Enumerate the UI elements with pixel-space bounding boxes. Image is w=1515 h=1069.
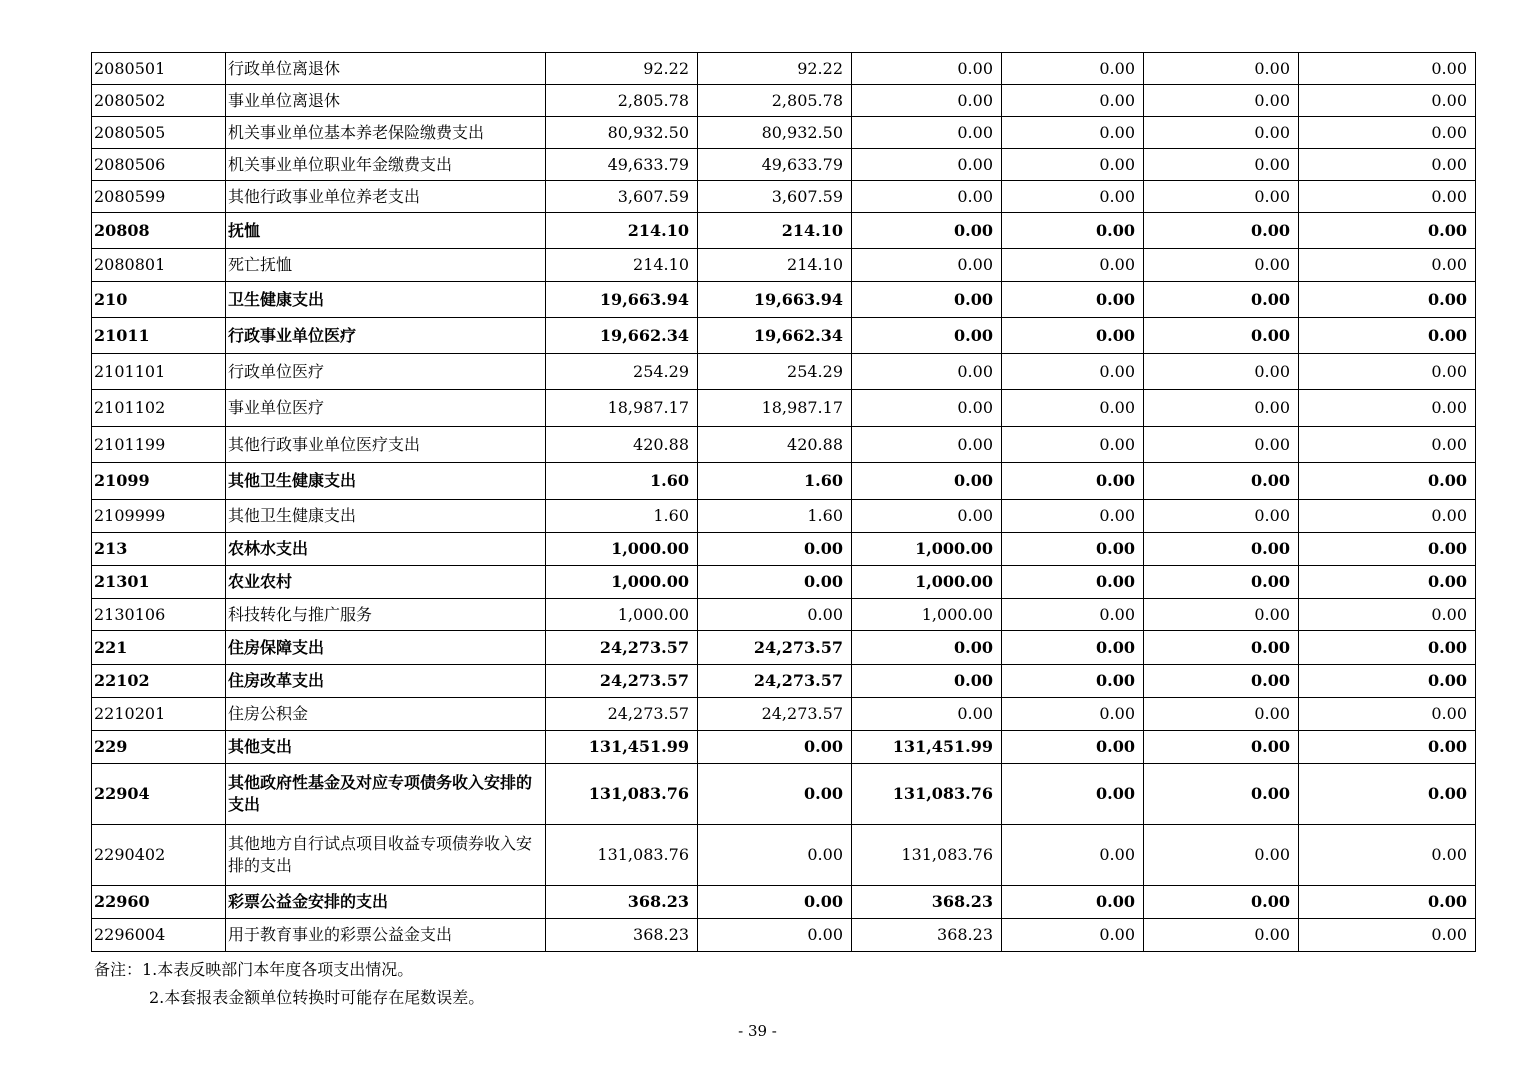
table-row — [92, 886, 1476, 919]
cell-basic: 214.10 — [698, 249, 852, 282]
cell-basic: 0.00 — [698, 533, 852, 566]
cell-col5: 0.00 — [1144, 282, 1299, 318]
cell-name: 其他政府性基金及对应专项债务收入安排的支出 — [226, 764, 546, 825]
cell-col6: 0.00 — [1299, 533, 1476, 566]
cell-code: 2080801 — [92, 249, 226, 282]
cell-col5: 0.00 — [1144, 698, 1299, 731]
cell-col4: 0.00 — [1002, 665, 1144, 698]
table-row — [92, 213, 1476, 249]
cell-total: 49,633.79 — [546, 149, 698, 181]
cell-col4: 0.00 — [1002, 631, 1144, 665]
cell-project: 0.00 — [852, 318, 1002, 354]
cell-col6: 0.00 — [1299, 282, 1476, 318]
cell-col5: 0.00 — [1144, 731, 1299, 764]
cell-basic: 49,633.79 — [698, 149, 852, 181]
cell-col6: 0.00 — [1299, 566, 1476, 599]
cell-col6: 0.00 — [1299, 427, 1476, 463]
cell-col6: 0.00 — [1299, 149, 1476, 181]
cell-col4: 0.00 — [1002, 886, 1144, 919]
cell-total: 420.88 — [546, 427, 698, 463]
cell-name: 其他支出 — [226, 731, 546, 764]
cell-col5: 0.00 — [1144, 354, 1299, 390]
cell-col6: 0.00 — [1299, 886, 1476, 919]
cell-project: 0.00 — [852, 282, 1002, 318]
cell-project: 0.00 — [852, 85, 1002, 117]
cell-col4: 0.00 — [1002, 500, 1144, 533]
cell-col5: 0.00 — [1144, 149, 1299, 181]
cell-col6: 0.00 — [1299, 764, 1476, 825]
cell-total: 3,607.59 — [546, 181, 698, 213]
notes — [94, 956, 484, 1012]
cell-total: 131,451.99 — [546, 731, 698, 764]
table-row — [92, 117, 1476, 149]
cell-basic: 1.60 — [698, 463, 852, 500]
cell-col6: 0.00 — [1299, 825, 1476, 886]
table-row — [92, 825, 1476, 886]
cell-name: 抚恤 — [226, 213, 546, 249]
table-row — [92, 390, 1476, 427]
table-row — [92, 282, 1476, 318]
cell-col5: 0.00 — [1144, 390, 1299, 427]
table-row — [92, 631, 1476, 665]
cell-name: 农业农村 — [226, 566, 546, 599]
cell-code: 2080506 — [92, 149, 226, 181]
cell-col5: 0.00 — [1144, 249, 1299, 282]
table-row — [92, 427, 1476, 463]
cell-code: 210 — [92, 282, 226, 318]
cell-col4: 0.00 — [1002, 318, 1144, 354]
cell-name: 事业单位医疗 — [226, 390, 546, 427]
cell-col6: 0.00 — [1299, 249, 1476, 282]
cell-col5: 0.00 — [1144, 500, 1299, 533]
cell-project: 0.00 — [852, 117, 1002, 149]
cell-total: 1,000.00 — [546, 566, 698, 599]
cell-total: 368.23 — [546, 919, 698, 952]
cell-col5: 0.00 — [1144, 53, 1299, 85]
cell-col4: 0.00 — [1002, 85, 1144, 117]
table-row — [92, 566, 1476, 599]
cell-code: 229 — [92, 731, 226, 764]
cell-col4: 0.00 — [1002, 354, 1144, 390]
cell-code: 2101199 — [92, 427, 226, 463]
cell-basic: 24,273.57 — [698, 698, 852, 731]
cell-project: 0.00 — [852, 500, 1002, 533]
cell-code: 2109999 — [92, 500, 226, 533]
cell-col4: 0.00 — [1002, 533, 1144, 566]
cell-col4: 0.00 — [1002, 825, 1144, 886]
cell-code: 2101101 — [92, 354, 226, 390]
cell-code: 2101102 — [92, 390, 226, 427]
cell-total: 24,273.57 — [546, 698, 698, 731]
cell-name: 机关事业单位职业年金缴费支出 — [226, 149, 546, 181]
cell-name: 住房改革支出 — [226, 665, 546, 698]
cell-col5: 0.00 — [1144, 181, 1299, 213]
cell-col6: 0.00 — [1299, 53, 1476, 85]
cell-col4: 0.00 — [1002, 764, 1144, 825]
cell-basic: 19,663.94 — [698, 282, 852, 318]
cell-code: 2210201 — [92, 698, 226, 731]
cell-code: 2296004 — [92, 919, 226, 952]
cell-basic: 19,662.34 — [698, 318, 852, 354]
cell-col5: 0.00 — [1144, 463, 1299, 500]
cell-project: 0.00 — [852, 665, 1002, 698]
cell-project: 368.23 — [852, 886, 1002, 919]
cell-code: 22102 — [92, 665, 226, 698]
cell-col5: 0.00 — [1144, 566, 1299, 599]
cell-project: 0.00 — [852, 53, 1002, 85]
cell-col4: 0.00 — [1002, 390, 1144, 427]
table-row — [92, 698, 1476, 731]
cell-total: 1.60 — [546, 463, 698, 500]
cell-code: 22960 — [92, 886, 226, 919]
cell-total: 368.23 — [546, 886, 698, 919]
cell-col4: 0.00 — [1002, 427, 1144, 463]
cell-col6: 0.00 — [1299, 698, 1476, 731]
table-row — [92, 919, 1476, 952]
cell-total: 92.22 — [546, 53, 698, 85]
cell-name: 事业单位离退休 — [226, 85, 546, 117]
cell-total: 19,663.94 — [546, 282, 698, 318]
cell-col5: 0.00 — [1144, 919, 1299, 952]
table-row — [92, 463, 1476, 500]
cell-col4: 0.00 — [1002, 149, 1144, 181]
cell-total: 24,273.57 — [546, 631, 698, 665]
cell-basic: 0.00 — [698, 825, 852, 886]
cell-col4: 0.00 — [1002, 566, 1144, 599]
table-row — [92, 533, 1476, 566]
cell-code: 2080599 — [92, 181, 226, 213]
cell-basic: 80,932.50 — [698, 117, 852, 149]
cell-total: 1,000.00 — [546, 599, 698, 631]
cell-basic: 254.29 — [698, 354, 852, 390]
cell-col5: 0.00 — [1144, 631, 1299, 665]
cell-col5: 0.00 — [1144, 427, 1299, 463]
cell-basic: 24,273.57 — [698, 665, 852, 698]
cell-col4: 0.00 — [1002, 181, 1144, 213]
cell-total: 214.10 — [546, 213, 698, 249]
cell-col4: 0.00 — [1002, 282, 1144, 318]
cell-col6: 0.00 — [1299, 500, 1476, 533]
cell-col5: 0.00 — [1144, 533, 1299, 566]
cell-basic: 24,273.57 — [698, 631, 852, 665]
cell-name: 死亡抚恤 — [226, 249, 546, 282]
cell-total: 131,083.76 — [546, 764, 698, 825]
cell-project: 0.00 — [852, 149, 1002, 181]
cell-col6: 0.00 — [1299, 463, 1476, 500]
cell-col6: 0.00 — [1299, 599, 1476, 631]
cell-col6: 0.00 — [1299, 213, 1476, 249]
cell-total: 214.10 — [546, 249, 698, 282]
cell-col6: 0.00 — [1299, 665, 1476, 698]
table-row — [92, 764, 1476, 825]
cell-project: 131,083.76 — [852, 764, 1002, 825]
table-row — [92, 500, 1476, 533]
cell-code: 2080501 — [92, 53, 226, 85]
cell-total: 131,083.76 — [546, 825, 698, 886]
cell-name: 机关事业单位基本养老保险缴费支出 — [226, 117, 546, 149]
cell-col5: 0.00 — [1144, 886, 1299, 919]
table-body — [92, 53, 1476, 952]
cell-col6: 0.00 — [1299, 631, 1476, 665]
table-row — [92, 599, 1476, 631]
cell-basic: 1.60 — [698, 500, 852, 533]
cell-project: 0.00 — [852, 213, 1002, 249]
table-row — [92, 665, 1476, 698]
cell-col4: 0.00 — [1002, 731, 1144, 764]
cell-basic: 0.00 — [698, 566, 852, 599]
cell-name: 其他卫生健康支出 — [226, 463, 546, 500]
cell-name: 住房公积金 — [226, 698, 546, 731]
cell-col6: 0.00 — [1299, 85, 1476, 117]
cell-name: 其他卫生健康支出 — [226, 500, 546, 533]
cell-project: 0.00 — [852, 354, 1002, 390]
cell-project: 0.00 — [852, 249, 1002, 282]
cell-project: 131,451.99 — [852, 731, 1002, 764]
cell-col4: 0.00 — [1002, 463, 1144, 500]
cell-name: 行政单位医疗 — [226, 354, 546, 390]
cell-name: 其他行政事业单位养老支出 — [226, 181, 546, 213]
cell-total: 2,805.78 — [546, 85, 698, 117]
cell-basic: 0.00 — [698, 599, 852, 631]
cell-basic: 0.00 — [698, 764, 852, 825]
cell-col6: 0.00 — [1299, 390, 1476, 427]
cell-name: 其他行政事业单位医疗支出 — [226, 427, 546, 463]
cell-code: 21099 — [92, 463, 226, 500]
cell-basic: 2,805.78 — [698, 85, 852, 117]
cell-code: 221 — [92, 631, 226, 665]
cell-code: 2080502 — [92, 85, 226, 117]
cell-col5: 0.00 — [1144, 599, 1299, 631]
cell-col5: 0.00 — [1144, 85, 1299, 117]
cell-total: 1.60 — [546, 500, 698, 533]
cell-code: 22904 — [92, 764, 226, 825]
cell-project: 0.00 — [852, 427, 1002, 463]
cell-name: 科技转化与推广服务 — [226, 599, 546, 631]
cell-col6: 0.00 — [1299, 181, 1476, 213]
cell-col5: 0.00 — [1144, 764, 1299, 825]
cell-project: 1,000.00 — [852, 599, 1002, 631]
cell-total: 19,662.34 — [546, 318, 698, 354]
cell-col6: 0.00 — [1299, 117, 1476, 149]
cell-basic: 0.00 — [698, 731, 852, 764]
cell-project: 1,000.00 — [852, 566, 1002, 599]
cell-project: 368.23 — [852, 919, 1002, 952]
cell-col4: 0.00 — [1002, 249, 1144, 282]
cell-total: 24,273.57 — [546, 665, 698, 698]
cell-name: 农林水支出 — [226, 533, 546, 566]
cell-basic: 3,607.59 — [698, 181, 852, 213]
cell-code: 2290402 — [92, 825, 226, 886]
cell-col6: 0.00 — [1299, 354, 1476, 390]
cell-basic: 420.88 — [698, 427, 852, 463]
table-row — [92, 249, 1476, 282]
cell-name: 卫生健康支出 — [226, 282, 546, 318]
cell-total: 1,000.00 — [546, 533, 698, 566]
cell-col5: 0.00 — [1144, 213, 1299, 249]
cell-code: 2080505 — [92, 117, 226, 149]
cell-code: 21301 — [92, 566, 226, 599]
cell-col4: 0.00 — [1002, 117, 1144, 149]
cell-name: 彩票公益金安排的支出 — [226, 886, 546, 919]
cell-col5: 0.00 — [1144, 665, 1299, 698]
cell-name: 行政单位离退休 — [226, 53, 546, 85]
cell-total: 254.29 — [546, 354, 698, 390]
cell-col4: 0.00 — [1002, 213, 1144, 249]
cell-col4: 0.00 — [1002, 698, 1144, 731]
cell-project: 1,000.00 — [852, 533, 1002, 566]
cell-project: 0.00 — [852, 390, 1002, 427]
cell-code: 20808 — [92, 213, 226, 249]
table-row — [92, 731, 1476, 764]
table-row — [92, 181, 1476, 213]
cell-project: 131,083.76 — [852, 825, 1002, 886]
cell-col5: 0.00 — [1144, 117, 1299, 149]
cell-name: 用于教育事业的彩票公益金支出 — [226, 919, 546, 952]
cell-project: 0.00 — [852, 463, 1002, 500]
cell-col6: 0.00 — [1299, 919, 1476, 952]
cell-name: 其他地方自行试点项目收益专项债券收入安排的支出 — [226, 825, 546, 886]
cell-code: 213 — [92, 533, 226, 566]
cell-col6: 0.00 — [1299, 731, 1476, 764]
table-row — [92, 354, 1476, 390]
cell-project: 0.00 — [852, 631, 1002, 665]
cell-code: 21011 — [92, 318, 226, 354]
table-row — [92, 85, 1476, 117]
cell-basic: 0.00 — [698, 919, 852, 952]
cell-col4: 0.00 — [1002, 599, 1144, 631]
table-row — [92, 149, 1476, 181]
cell-basic: 18,987.17 — [698, 390, 852, 427]
cell-name: 行政事业单位医疗 — [226, 318, 546, 354]
cell-col4: 0.00 — [1002, 919, 1144, 952]
cell-project: 0.00 — [852, 698, 1002, 731]
cell-total: 18,987.17 — [546, 390, 698, 427]
cell-code: 2130106 — [92, 599, 226, 631]
page-number: - 39 - — [738, 1022, 777, 1040]
cell-col5: 0.00 — [1144, 825, 1299, 886]
cell-col4: 0.00 — [1002, 53, 1144, 85]
note-line-2: 2.本套报表金额单位转换时可能存在尾数误差。 — [149, 988, 485, 1007]
cell-basic: 214.10 — [698, 213, 852, 249]
table-row — [92, 53, 1476, 85]
cell-col5: 0.00 — [1144, 318, 1299, 354]
expenditure-table — [91, 52, 1476, 952]
cell-basic: 92.22 — [698, 53, 852, 85]
cell-project: 0.00 — [852, 181, 1002, 213]
cell-col6: 0.00 — [1299, 318, 1476, 354]
cell-total: 80,932.50 — [546, 117, 698, 149]
cell-basic: 0.00 — [698, 886, 852, 919]
cell-name: 住房保障支出 — [226, 631, 546, 665]
note-line-1: 备注：1.本表反映部门本年度各项支出情况。 — [94, 960, 414, 979]
table-row — [92, 318, 1476, 354]
